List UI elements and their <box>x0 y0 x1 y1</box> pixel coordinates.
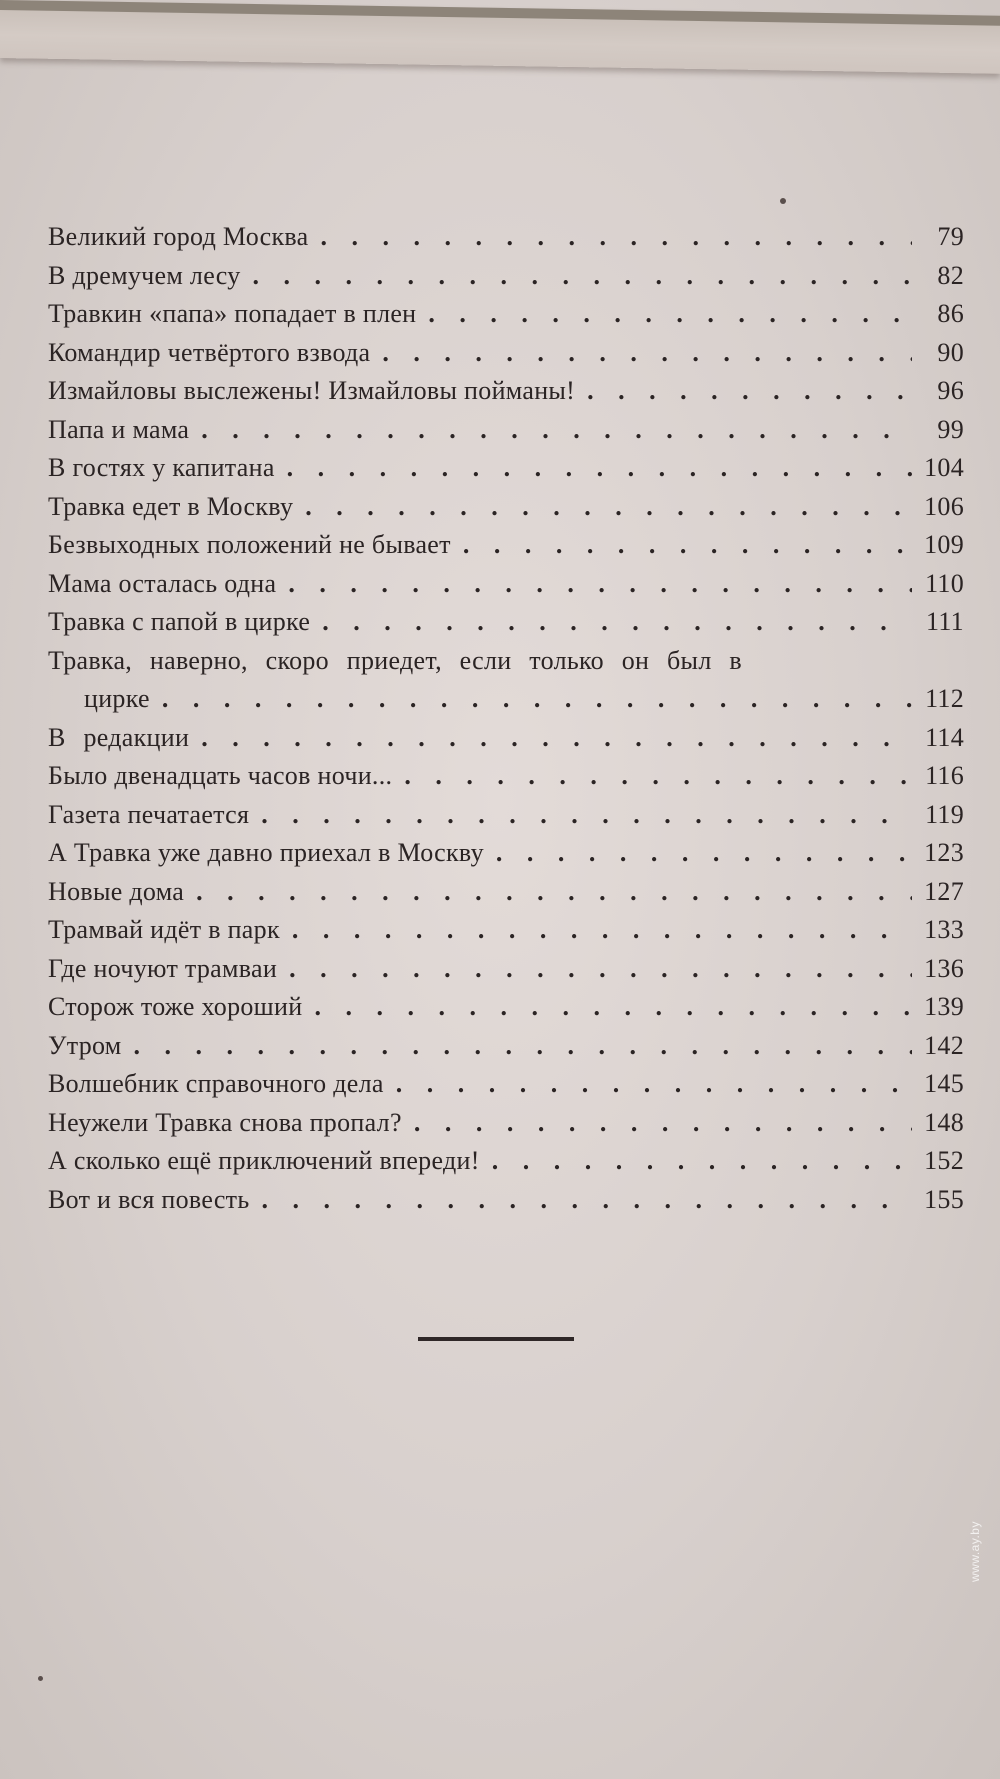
cover-edge-shadow <box>0 0 1000 26</box>
toc-entry <box>48 261 964 300</box>
toc-entry <box>48 338 964 377</box>
toc-entry-page: 136 <box>924 953 964 983</box>
toc-entry <box>48 222 964 261</box>
toc-entry-title: Новые дома <box>48 876 185 906</box>
toc-entry <box>48 530 964 569</box>
dot-leader <box>253 261 913 291</box>
dot-leader <box>162 684 912 714</box>
dot-leader <box>261 800 912 830</box>
toc-entry-title: В дремучем лесу <box>48 260 241 290</box>
toc-entry-title-continued: цирке <box>84 684 150 713</box>
toc-entry-title: Волшебник справочного дела <box>48 1069 384 1098</box>
toc-entry <box>48 992 964 1031</box>
toc-entry <box>48 492 964 531</box>
toc-entry-title: В гостях у капитана <box>48 453 275 482</box>
toc-entry <box>48 299 964 338</box>
end-rule <box>418 1337 574 1341</box>
toc-entry <box>48 1146 964 1185</box>
toc-entry-title: Командир четвёртого взвода <box>48 337 371 367</box>
ink-speck <box>38 1676 43 1681</box>
toc-entry-title: Вот и вся повесть <box>48 1184 250 1214</box>
dot-leader <box>492 1146 912 1176</box>
toc-entry-page: 123 <box>924 838 964 867</box>
dot-leader <box>289 954 912 984</box>
dot-leader <box>261 1185 912 1215</box>
dot-leader <box>292 915 912 945</box>
toc-entry-page: 127 <box>924 876 964 906</box>
toc-entry-title: Великий город Москва <box>48 222 309 251</box>
toc-entry-page: 106 <box>924 491 964 521</box>
dot-leader <box>414 1108 912 1138</box>
toc-entry-page: 114 <box>925 722 964 752</box>
toc-entry-page: 90 <box>937 337 964 367</box>
toc-entry-page: 104 <box>924 453 964 482</box>
toc-entry-title: Сторож тоже хороший <box>48 992 303 1021</box>
cover-edge <box>0 0 1000 74</box>
dot-leader <box>196 877 912 907</box>
dot-leader <box>201 415 912 445</box>
dot-leader <box>201 723 912 753</box>
toc-entry-page: 148 <box>924 1107 964 1137</box>
toc-entry <box>48 1069 964 1108</box>
toc-entry <box>48 1031 964 1070</box>
toc-entry-page: 116 <box>925 761 964 790</box>
toc-entry <box>48 569 964 608</box>
dot-leader <box>404 761 912 791</box>
dot-leader <box>496 838 912 868</box>
toc-entry <box>48 954 964 993</box>
toc-entry-title: Измайловы выслежены! Измайловы пойманы! <box>48 376 576 405</box>
toc-entry-page: 142 <box>924 1030 964 1060</box>
dot-leader <box>322 607 912 637</box>
toc-entry-page: 79 <box>937 222 964 251</box>
toc-entry-page: 155 <box>924 1184 964 1214</box>
dot-leader <box>321 222 913 252</box>
dot-leader <box>382 338 912 368</box>
toc-entry-title: Трамвай идёт в парк <box>48 915 280 944</box>
dot-leader <box>314 992 912 1022</box>
dot-leader <box>305 492 912 522</box>
toc-entry <box>48 415 964 454</box>
toc-entry <box>48 1185 964 1224</box>
toc-entry-title: Травкин «папа» попадает в плен <box>48 299 417 328</box>
toc-entry <box>48 376 964 415</box>
toc-entry-title: Травка с папой в цирке <box>48 607 311 636</box>
toc-entry-page: 139 <box>924 992 964 1021</box>
toc-entry-page: 145 <box>924 1069 964 1098</box>
toc-entry <box>48 761 964 800</box>
toc-entry-line-2 <box>48 684 964 723</box>
toc-entry-line-1 <box>48 646 964 685</box>
toc-entry-page: 110 <box>925 568 964 598</box>
table-of-contents <box>48 222 964 1223</box>
toc-entry <box>48 607 964 646</box>
toc-entry-page: 86 <box>937 299 964 328</box>
dot-leader <box>287 453 912 483</box>
toc-entry-title: Мама осталась одна <box>48 568 277 598</box>
toc-entry <box>48 723 964 762</box>
toc-entry-page: 111 <box>926 607 964 636</box>
toc-entry-page: 112 <box>925 684 964 713</box>
toc-entry-page: 133 <box>924 915 964 944</box>
ink-speck <box>780 198 786 204</box>
toc-entry-title: Безвыходных положений не бывает <box>48 530 451 559</box>
toc-entry-page: 152 <box>924 1146 964 1175</box>
toc-entry-title: Где ночуют трамваи <box>48 953 278 983</box>
toc-entry <box>48 453 964 492</box>
toc-entry-title: Утром <box>48 1030 122 1060</box>
toc-entry-title: В редакции <box>48 722 190 752</box>
toc-entry-page: 119 <box>925 799 964 829</box>
toc-entry-page: 99 <box>937 414 964 444</box>
toc-entry-page: 109 <box>924 530 964 559</box>
toc-entry <box>48 800 964 839</box>
dot-leader <box>428 299 912 329</box>
toc-entry-page: 82 <box>937 260 964 290</box>
toc-entry-title: А Травка уже давно приехал в Москву <box>48 838 484 867</box>
toc-entry-title: Газета печатается <box>48 799 250 829</box>
toc-entry-title: Неужели Травка снова пропал? <box>48 1107 402 1137</box>
toc-entry-page: 96 <box>937 376 964 405</box>
toc-entry-title: Было двенадцать часов ночи... <box>48 761 393 790</box>
dot-leader <box>134 1031 912 1061</box>
dot-leader <box>463 530 912 560</box>
toc-entry-title: Травка едет в Москву <box>48 491 294 521</box>
toc-entry-title: Папа и мама <box>48 414 190 444</box>
dot-leader <box>396 1069 912 1099</box>
dot-leader <box>288 569 912 599</box>
toc-entry <box>48 1108 964 1147</box>
toc-entry-title: Травка, наверно, скоро приедет, если только он был в <box>48 645 742 675</box>
toc-entry <box>48 838 964 877</box>
toc-entry <box>48 915 964 954</box>
dot-leader <box>587 376 912 406</box>
watermark: www.ay.by <box>968 1521 982 1582</box>
toc-entry-title: А сколько ещё приключений впереди! <box>48 1146 480 1175</box>
toc-entry <box>48 877 964 916</box>
